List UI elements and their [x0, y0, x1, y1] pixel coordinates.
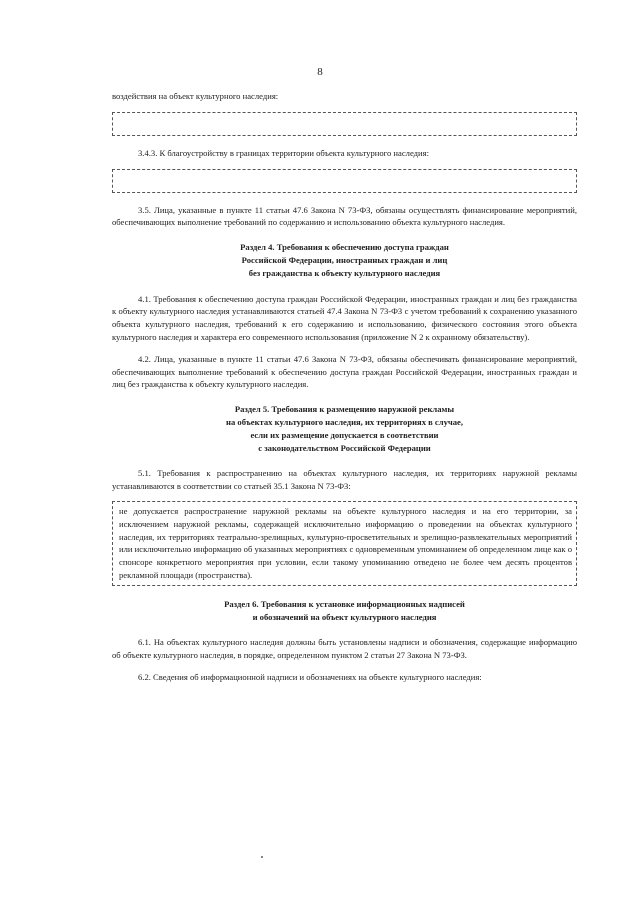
section-4-heading	[112, 241, 577, 279]
page-number: 8	[317, 66, 323, 78]
paragraph-4-2: 4.2. Лица, указанные в пункте 11 статьи 47.6 Закона N 73-ФЗ, обязаны обеспечивать финансирование мероприятий, обеспечивающих выполнение требований к обеспечению доступа граждан Российской Федерации, иностранных граждан и лиц без гражданства к объекту культурного наследия.	[112, 353, 577, 390]
advertising-restriction-box	[112, 501, 577, 586]
paragraph-5-1: 5.1. Требования к распространению на объектах культурного наследия, их территориях наружной рекламы устанавливаются в соответствии со статьей 35.1 Закона N 73-ФЗ:	[112, 468, 577, 492]
paragraph-3-5: 3.5. Лица, указанные в пункте 11 статьи 47.6 Закона N 73-ФЗ, обязаны осуществлять финансирование мероприятий, обеспечивающих выполнение требований по содержанию и использованию объекта культурного наследия.	[112, 204, 577, 228]
section-5-heading-line-1: Раздел 5. Требования к размещению наружной рекламы	[234, 404, 455, 415]
section-4-heading-line-3: без гражданства к объекту культурного наследия	[248, 267, 441, 278]
spacer	[112, 662, 577, 671]
section-4-heading-line-1: Раздел 4. Требования к обеспечению доступа граждан	[240, 242, 449, 253]
paragraph-6-1: 6.1. На объектах культурного наследия должны быть установлены надписи и обозначения, содержащие информацию об объекте культурного наследия, в порядке, определенном пунктом 2 статьи 27 Закона N 73-ФЗ.	[112, 637, 577, 661]
paragraph-continuation: воздействия на объект культурного наследия:	[112, 91, 279, 101]
section-5-heading	[112, 403, 577, 454]
document-body	[112, 90, 577, 684]
scan-speck	[261, 856, 263, 858]
section-5-heading-line-4: с законодательством Российской Федерации	[258, 442, 431, 453]
paragraph-6-2: 6.2. Сведения об информационной надписи и обозначениях на объекте культурного наследия:	[138, 671, 482, 682]
empty-field-box-landscaping	[112, 169, 577, 193]
spacer	[112, 344, 577, 353]
section-6-heading	[112, 598, 577, 624]
section-6-heading-line-2: и обозначений на объект культурного наследия	[252, 611, 437, 622]
section-5-heading-line-3: если их размещение допускается в соответствии	[250, 429, 439, 440]
section-6-heading-line-1: Раздел 6. Требования к установке информационных надписей	[224, 598, 465, 609]
advertising-restriction-text: не допускается распространение наружной рекламы на объекте культурного наследия и на его территории, за исключением наружной рекламы, содержащей исключительно информацию о проведении на объектах культурного наследия, их территориях театрально-зрелищных, культурно-просветительных и зрелищно-развлекательных мероприятий или исключительно информацию об указанных мероприятиях с одновременным упоминанием об определенном лице как о спонсоре конкретного мероприятия при условии, если такому упоминанию отведено не более чем десять процентов рекламной площади (пространства).	[119, 505, 572, 580]
paragraph-4-1: 4.1. Требования к обеспечению доступа граждан Российской Федерации, иностранных граждан и лиц без гражданства к объекту культурного наследия устанавливаются статьей 47.4 Закона N 73-ФЗ с учетом требований к сохранению указанного объекта культурного наследия, требований к его содержанию и использованию, физического состояния этого объекта культурного наследия и характера его современного использования (приложение N 2 к охранному обязательству).	[112, 293, 577, 342]
empty-field-box-impact	[112, 112, 577, 136]
paragraph-3-4-3: 3.4.3. К благоустройству в границах территории объекта культурного наследия:	[138, 147, 429, 158]
section-4-heading-line-2: Российской Федерации, иностранных граждан и лиц	[241, 254, 448, 265]
section-5-heading-line-2: на объектах культурного наследия, их территориях в случае,	[226, 416, 463, 427]
